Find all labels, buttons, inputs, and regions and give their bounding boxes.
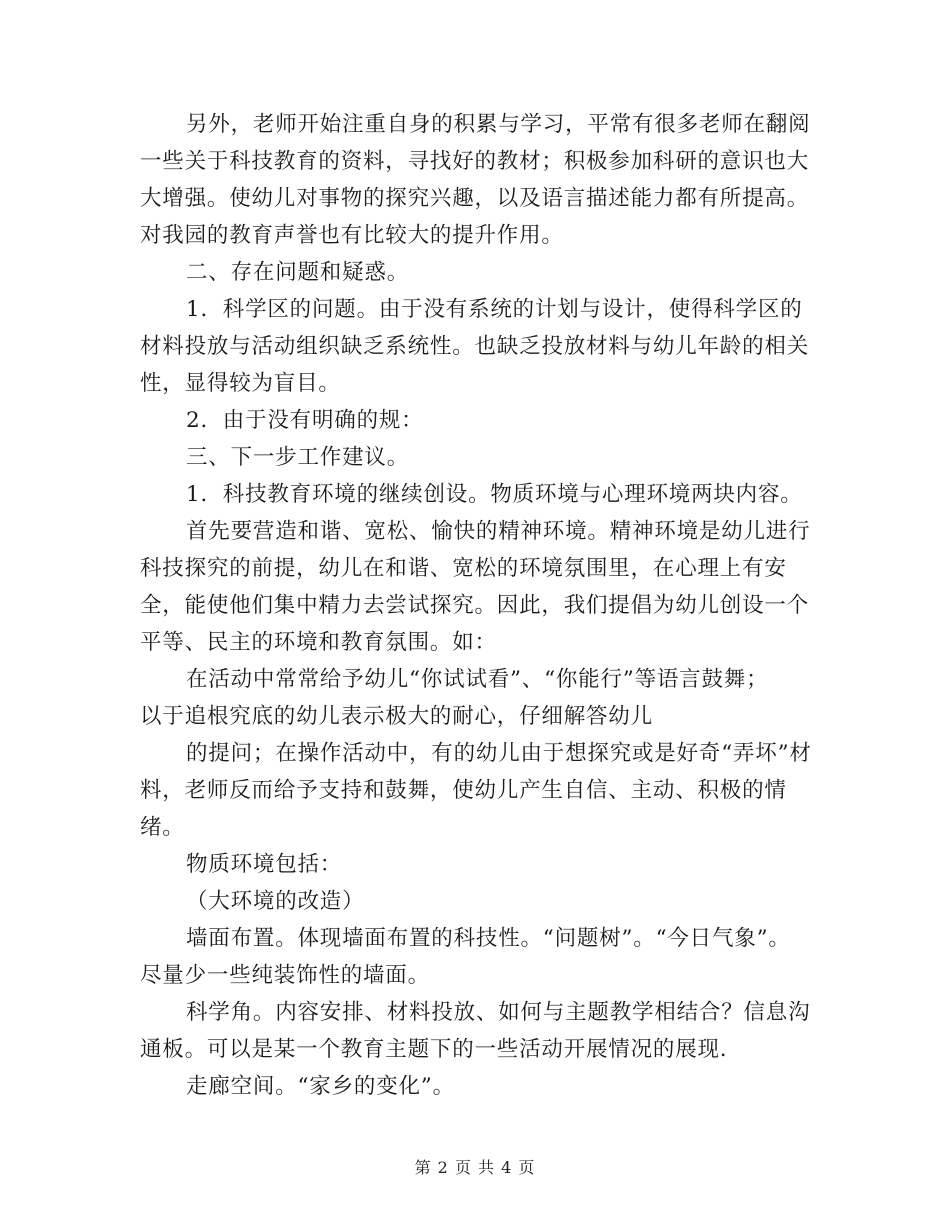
paragraph-science-corner: 科学角。内容安排、材料投放、如何与主题教学相结合？信息沟通板。可以是某一个教育主题下的一些活动开展情况的展现. [140, 1000, 811, 1062]
paragraph-questions-support: 的提问；在操作活动中，有的幼儿由于想探究或是好奇“弄坏”材料，老师反而给予支持和鼓舞，使幼儿产生自信、主动、积极的情绪。 [140, 741, 812, 840]
paragraph-science-area-problem: 1．科学区的问题。由于没有系统的计划与设计，使得科学区的材料投放与活动组织缺乏系统性。也缺乏投放材料与幼儿年龄的相关性，显得较为盲目。 [140, 297, 810, 396]
paragraph-corridor-space: 走廊空间。“家乡的变化”。 [186, 1074, 455, 1099]
paragraph-encouragement: 在活动中常常给予幼儿“你试试看”、“你能行”等语言鼓舞； [186, 667, 769, 692]
paragraph-no-clear-rules: 2．由于没有明确的规： [186, 408, 424, 433]
paragraph-physical-environment: 物质环境包括： [186, 852, 343, 877]
paragraph-spiritual-environment: 首先要营造和谐、宽松、愉快的精神环境。精神环境是幼儿进行科技探究的前提，幼儿在和谐、宽松的环境氛围里，在心理上有安全，能使他们集中精力去尝试探究。因此，我们提倡为幼儿创设一个平等、民主的环境和教育氛围。如： [140, 519, 811, 655]
paragraph-environment-creation: 1．科技教育环境的继续创设。物质环境与心理环境两块内容。 [186, 482, 803, 507]
paragraph-patience: 以于追根究底的幼儿表示极大的耐心，仔细解答幼儿 [140, 704, 653, 729]
paragraph-teacher-learning: 另外，老师开始注重自身的积累与学习，平常有很多老师在翻阅一些关于科技教育的资料，寻找好的教材；积极参加科研的意识也大大增强。使幼儿对事物的探究兴趣，以及语言描述能力都有所提高。对我园的教育声誉也有比较大的提升作用。 [140, 112, 811, 248]
heading-next-steps: 三、下一步工作建议。 [186, 445, 410, 470]
heading-problems: 二、存在问题和疑惑。 [186, 260, 410, 285]
document-body [140, 106, 812, 1105]
paragraph-wall-layout: 墙面布置。体现墙面布置的科技性。“问题树”。“今日气象”。尽量少一些纯装饰性的墙面。 [140, 926, 791, 988]
paragraph-large-environment: （大环境的改造） [186, 889, 365, 914]
page-number-footer: 第 2 页 共 4 页 [414, 1158, 536, 1177]
